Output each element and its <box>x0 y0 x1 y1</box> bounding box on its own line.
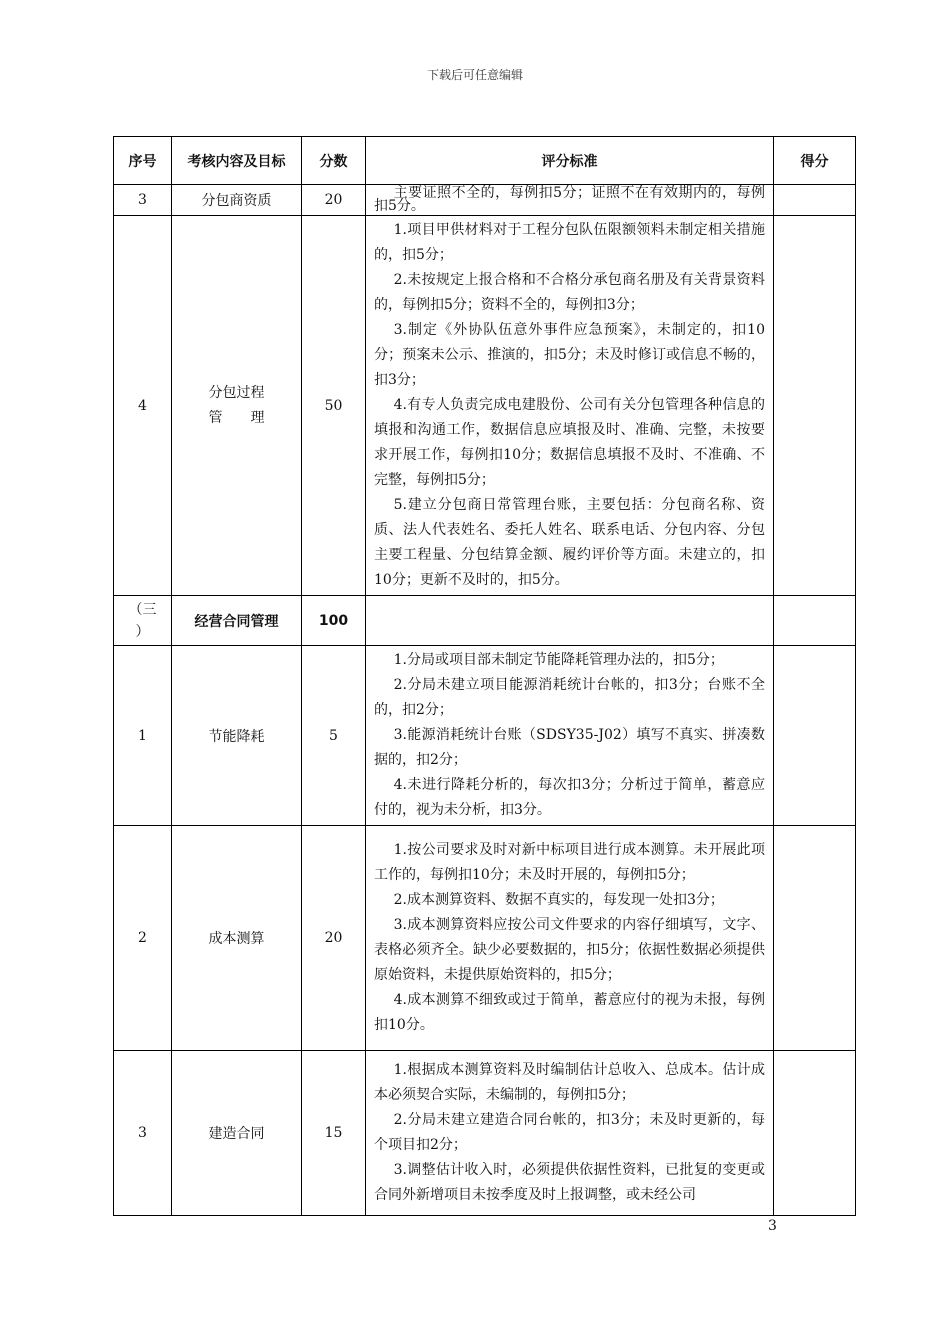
row-no: 1 <box>114 646 172 826</box>
criteria-line: 4.有专人负责完成电建股份、公司有关分包管理各种信息的填报和沟通工作，数据信息应填报及时、准确、完整，未按要求开展工作，每例扣10分；数据信息填报不及时、不准确、不完整，每例扣5分； <box>374 397 765 488</box>
section-row <box>114 596 856 646</box>
header-item: 考核内容及目标 <box>172 137 302 185</box>
section-criteria-cell <box>366 596 774 646</box>
row-criteria <box>366 1051 774 1216</box>
table-row <box>114 1051 856 1216</box>
header-no: 序号 <box>114 137 172 185</box>
criteria-line: 3.调整估计收入时，必须提供依据性资料，已批复的变更或合同外新增项目未按季度及时上报调整，或未经公司 <box>374 1162 765 1203</box>
page-number: 3 <box>768 1218 777 1234</box>
criteria-line: 4.未进行降耗分析的，每次扣3分；分析过于简单，蓄意应付的，视为未分析，扣3分。 <box>374 777 765 818</box>
criteria-line: 3.制定《外协队伍意外事件应急预案》，未制定的，扣10分；预案未公示、推演的，扣5分；未及时修订或信息不畅的，扣3分； <box>374 322 765 388</box>
row-item: 分包商资质 <box>172 185 302 216</box>
row-result-cell <box>774 185 856 216</box>
header-score: 分数 <box>302 137 366 185</box>
criteria-line: 2.成本测算资料、数据不真实的，每发现一处扣3分； <box>393 892 724 908</box>
section-title: 经营合同管理 <box>172 596 302 646</box>
row-item-line1: 分包过程 <box>208 384 265 401</box>
criteria-line: 主要证照不全的，每例扣5分；证照不在有效期内的，每例扣5分。 <box>374 185 765 214</box>
criteria-line: 3.成本测算资料应按公司文件要求的内容仔细填写，文字、表格必须齐全。缺少必要数据的，扣5分；依据性数据必须提供原始资料，未提供原始资料的，扣5分； <box>374 917 765 983</box>
row-result-cell <box>774 646 856 826</box>
row-item-line2 <box>172 406 301 431</box>
table-header-row <box>114 137 856 185</box>
row-result-cell <box>774 826 856 1051</box>
row-item: 节能降耗 <box>172 646 302 826</box>
header-result: 得分 <box>774 137 856 185</box>
row-no: 2 <box>114 826 172 1051</box>
row-score: 5 <box>302 646 366 826</box>
row-score: 50 <box>302 216 366 596</box>
assessment-table <box>113 136 856 1216</box>
row-score: 20 <box>302 185 366 216</box>
row-criteria <box>366 646 774 826</box>
section-no-line2: ） <box>135 623 150 640</box>
row-no: 3 <box>114 1051 172 1216</box>
section-no <box>114 596 172 646</box>
row-result-cell <box>774 216 856 596</box>
criteria-line: 3.能源消耗统计台账（SDSY35-J02）填写不真实、拼凑数据的，扣2分； <box>374 727 765 768</box>
criteria-line: 4.成本测算不细致或过于简单，蓄意应付的视为未报，每例扣10分。 <box>374 992 765 1033</box>
table-row <box>114 646 856 826</box>
row-score: 20 <box>302 826 366 1051</box>
criteria-line: 1.分局或项目部未制定节能降耗管理办法的，扣5分； <box>393 652 724 668</box>
criteria-line: 1.按公司要求及时对新中标项目进行成本测算。未开展此项工作的，每例扣10分；未及时开展的，每例扣5分； <box>374 842 765 883</box>
criteria-line: 1.根据成本测算资料及时编制估计总收入、总成本。估计成本必须契合实际，未编制的，每例扣5分； <box>374 1062 765 1103</box>
table-row <box>114 185 856 216</box>
row-score: 15 <box>302 1051 366 1216</box>
criteria-line: 1.项目甲供材料对于工程分包队伍限额领料未制定相关措施的，扣5分； <box>374 222 765 263</box>
row-criteria <box>366 826 774 1051</box>
row-item: 成本测算 <box>172 826 302 1051</box>
section-score: 100 <box>302 596 366 646</box>
row-item-line2a: 管 <box>208 409 223 426</box>
section-result-cell <box>774 596 856 646</box>
row-criteria <box>366 216 774 596</box>
table-row <box>114 826 856 1051</box>
header-criteria: 评分标准 <box>366 137 774 185</box>
criteria-line: 2.分局未建立建造合同台帐的，扣3分；未及时更新的，每个项目扣2分； <box>374 1112 765 1153</box>
table-row <box>114 216 856 596</box>
criteria-line: 2.未按规定上报合格和不合格分承包商名册及有关背景资料的，每例扣5分；资料不全的，每例扣3分； <box>374 272 765 313</box>
row-no: 3 <box>114 185 172 216</box>
criteria-line: 5.建立分包商日常管理台账，主要包括：分包商名称、资质、法人代表姓名、委托人姓名、联系电话、分包内容、分包主要工程量、分包结算金额、履约评价等方面。未建立的，扣10分；更新不及时的，扣5分。 <box>374 497 765 588</box>
section-no-line1: （三 <box>128 601 157 618</box>
row-no: 4 <box>114 216 172 596</box>
row-item <box>172 216 302 596</box>
row-item-line2b: 理 <box>250 409 265 426</box>
header-note: 下载后可任意编辑 <box>426 68 523 82</box>
row-item: 建造合同 <box>172 1051 302 1216</box>
row-result-cell <box>774 1051 856 1216</box>
criteria-line: 2.分局未建立项目能源消耗统计台帐的，扣3分；台账不全的，扣2分； <box>374 677 765 718</box>
row-criteria <box>366 185 774 216</box>
